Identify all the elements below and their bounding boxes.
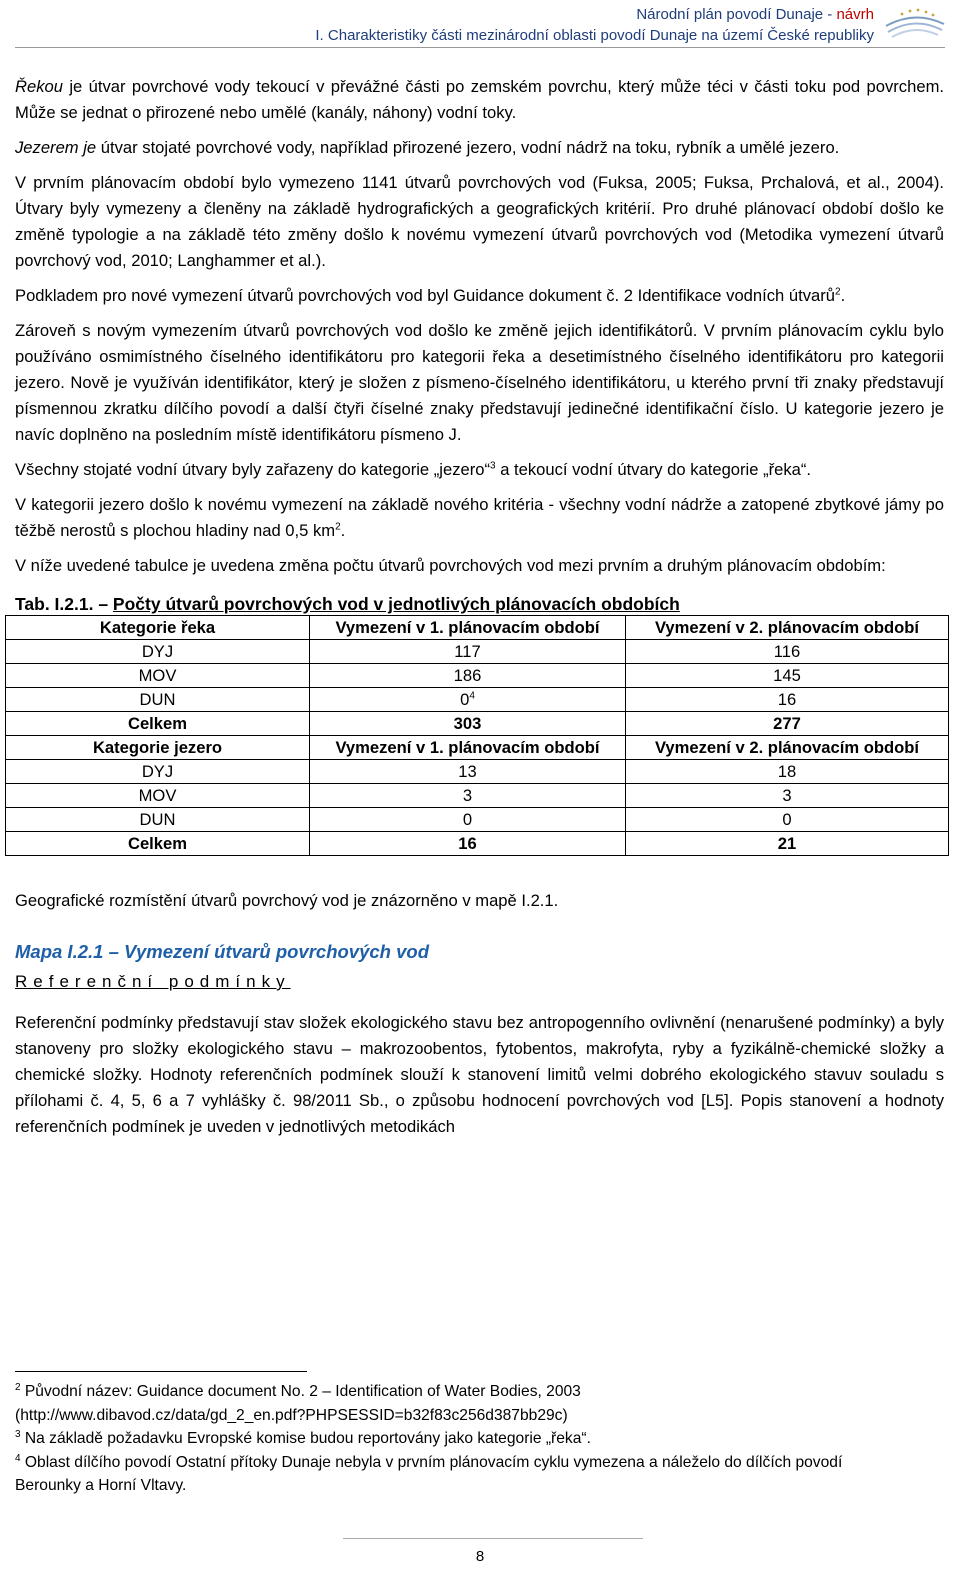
table-cell: 277	[626, 712, 949, 736]
page-number: 8	[475, 1548, 485, 1565]
table-cell: Vymezení v 2. plánovacím období	[626, 736, 949, 760]
table-row	[6, 784, 949, 808]
footnote: Berounky a Horní Vltavy.	[15, 1477, 187, 1494]
table-cell: 18	[626, 760, 949, 784]
table-row	[6, 736, 949, 760]
footnote: $^4$ Oblast dílčího povodí Ostatní přítoky Dunaje nebyla v prvním plánovacím cyklu vymezena a náleželo do dílčích povodí	[15, 1452, 843, 1471]
footnote-divider	[15, 1371, 307, 1372]
footnote: (http://www.dibavod.cz/data/gd_2_en.pdf?PHPSESSID=b32f83c256d387bb29c)	[15, 1406, 568, 1424]
table-row	[6, 832, 949, 856]
table-cell: 0	[626, 808, 949, 832]
table-cell: Vymezení v 1. plánovacím období	[310, 616, 626, 640]
table-caption: Tab. I.2.1. – Počty útvarů povrchových vod v jednotlivých plánovacích obdobích	[15, 594, 680, 614]
table-cell: 16	[626, 688, 949, 712]
table-cell: $0^4$	[310, 688, 626, 712]
table-cell: MOV	[6, 784, 310, 808]
table-cell: 116	[626, 640, 949, 664]
ministry-logo-icon	[882, 2, 948, 42]
main-content	[15, 74, 944, 1149]
table-cell: DUN	[6, 808, 310, 832]
table-row	[6, 664, 949, 688]
header-divider	[15, 47, 945, 48]
paragraph-river-definition: Řekou je útvar povrchové vody tekoucí v převážné části po zemském povrchu, který může téci v části toku pod povrchem. Může se jednat o přirozené nebo umělé (kanály, náhony) vodní toky.	[15, 77, 944, 122]
table-cell: 21	[626, 832, 949, 856]
section-heading: Referenční podmínky	[15, 972, 291, 991]
footnotes	[15, 1380, 950, 1498]
paragraph-table-intro: V níže uvedené tabulce je uvedena změna počtu útvarů povrchových vod mezi prvním a druhým plánovacím obdobím:	[15, 556, 886, 575]
footnote: $^3$ Na základě požadavku Evropské komise budou reportovány jako kategorie „řeka“.	[15, 1428, 591, 1447]
table-cell: Celkem	[6, 832, 310, 856]
table-cell: DYJ	[6, 760, 310, 784]
table-cell: 3	[310, 784, 626, 808]
table-row	[6, 616, 949, 640]
footnote: $^2$ Původní název: Guidance document No. 2 – Identification of Water Bodies, 2003	[15, 1381, 581, 1400]
paragraph-identifiers: Zároveň s novým vymezením útvarů povrchových vod došlo ke změně jejich identifikátorů. V prvním plánovacím cyklu bylo používáno osmimístného číselného identifikátoru pro kategorii řeka a desetimístného číselného identifikátoru pro kategorii jezero. Nově je využíván identifikátor, který je složen z písmeno-číselného identifikátoru, u kterého první tři znaky představují písmennou zkratku dílčího povodí a další čtyři číselné znaky představují jedinečné identifikační číslo. U kategorie jezero je navíc doplněno na posledním místě identifikátoru písmeno J.	[15, 321, 944, 444]
table-cell: Kategorie řeka	[6, 616, 310, 640]
table-cell: MOV	[6, 664, 310, 688]
table-cell: 186	[310, 664, 626, 688]
table-cell: DYJ	[6, 640, 310, 664]
paragraph-first-period: V prvním plánovacím období bylo vymezeno 1141 útvarů povrchových vod (Fuksa, 2005; Fuksa, Prchalová, et al., 2004). Útvary byly vymezeny a členěny na základě hydrografických a geografických kritérií. Pro druhé plánovací období došlo ke změně typologie a na základě této změny došlo k novému vymezení útvarů povrchových vod (Metodika vymezení útvarů povrchový vod, 2010; Langhammer et al.).	[15, 173, 944, 270]
table-cell: 117	[310, 640, 626, 664]
table-row	[6, 712, 949, 736]
table-cell: DUN	[6, 688, 310, 712]
page-header	[315, 4, 874, 46]
table-cell: 303	[310, 712, 626, 736]
table-cell: 3	[626, 784, 949, 808]
table-row	[6, 760, 949, 784]
paragraph-map-reference: Geografické rozmístění útvarů povrchový vod je znázorněno v mapě I.2.1.	[15, 891, 559, 910]
table-row	[6, 808, 949, 832]
draft-label: návrh	[836, 6, 874, 23]
table-cell: 16	[310, 832, 626, 856]
water-bodies-table	[5, 615, 949, 856]
table-cell: 145	[626, 664, 949, 688]
paragraph-guidance: Podkladem pro nové vymezení útvarů povrchových vod byl Guidance dokument č. 2 Identifikace vodních útvarů$^2$.	[15, 286, 846, 305]
header-title: Národní plán povodí Dunaje - návrh	[636, 6, 874, 23]
paragraph-lake-definition: Jezerem je útvar stojaté povrchové vody, například přirozené jezero, vodní nádrž na toku, rybník a umělé jezero.	[15, 138, 840, 157]
header-subtitle: I. Charakteristiky části mezinárodní oblasti povodí Dunaje na území České republiky	[315, 27, 874, 44]
table-cell: Kategorie jezero	[6, 736, 310, 760]
map-title: Mapa I.2.1 – Vymezení útvarů povrchových vod	[15, 941, 430, 962]
table-cell: Vymezení v 1. plánovacím období	[310, 736, 626, 760]
table-cell: Celkem	[6, 712, 310, 736]
paragraph-categories: Všechny stojaté vodní útvary byly zařazeny do kategorie „jezero“$^3$ a tekoucí vodní útvary do kategorie „řeka“.	[15, 460, 812, 479]
paragraph-reference-conditions: Referenční podmínky představují stav složek ekologického stavu bez antropogenního ovlivnění (nenarušené podmínky) a byly stanoveny pro složky ekologického stavu – makrozoobentos, fytobentos, makrofyta, ryby a fyzikálně-chemické složky a chemické složky. Hodnoty referenčních podmínek slouží k stanovení limitů velmi dobrého ekologického stavuv souladu s přílohami č. 4, 5, 6 a 7 vyhlášky č. 98/2011 Sb., o způsobu hodnocení povrchových vod [L5]. Popis stanovení a hodnoty referenčních podmínek je uveden v jednotlivých metodikách	[15, 1013, 944, 1136]
paragraph-lake-criterion: V kategorii jezero došlo k novému vymezení na základě nového kritéria - všechny vodní nádrže a zatopené zbytkové jámy po těžbě nerostů s plochou hladiny nad 0,5 $km^2$.	[15, 495, 944, 540]
table-row	[6, 640, 949, 664]
table-cell: 13	[310, 760, 626, 784]
table-row	[6, 688, 949, 712]
page-number-divider	[343, 1538, 643, 1539]
table-cell: 0	[310, 808, 626, 832]
table-cell: Vymezení v 2. plánovacím období	[626, 616, 949, 640]
